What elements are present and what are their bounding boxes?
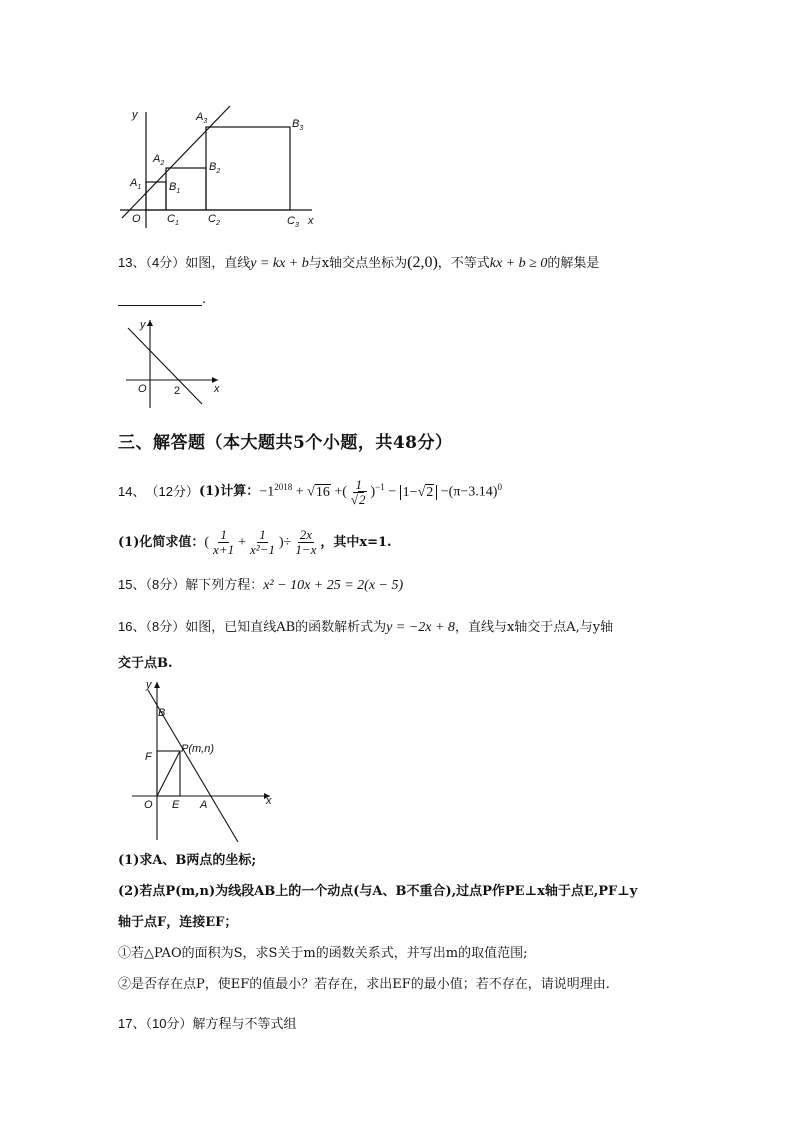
q16-text-2: ，直线与x轴交于点A,与y轴 xyxy=(454,620,614,635)
svg-text:A3 xyxy=(195,111,207,125)
q14-p2-f1-num: 1 xyxy=(220,527,227,542)
q14-p2-frac-1 xyxy=(211,528,236,557)
label-a3-sub: 3 xyxy=(203,118,208,125)
svg-text:B2 xyxy=(209,161,220,175)
question-15 xyxy=(118,575,403,596)
q14-exp-zero: 0 xyxy=(497,482,502,492)
label-a1: A xyxy=(130,177,138,189)
q14-p2-close-div: )÷ xyxy=(278,534,292,550)
question-16-line-1 xyxy=(118,617,613,638)
q14-p2-f2-num: 1 xyxy=(259,527,266,542)
label-b3: B xyxy=(292,118,300,130)
svg-text:B3 xyxy=(292,118,303,132)
q13-text-4: 的解集是 xyxy=(547,256,600,271)
label-o: O xyxy=(132,213,141,225)
q16-label-o: O xyxy=(144,799,153,811)
sqrt-icon: √ xyxy=(307,484,315,500)
q14-sqrt-16: 16 xyxy=(315,484,330,500)
label-b2-sub: 2 xyxy=(216,168,221,175)
q16-subquestion-4: ②是否存在点P，使EF的值最小？若存在，求出EF的最小值；若不存在，请说明理由. xyxy=(118,977,610,992)
question-13 xyxy=(118,253,599,274)
q13-label-x: x xyxy=(214,383,220,395)
q15-score: （8分） xyxy=(145,577,186,592)
q14-abs-part-a: 1− xyxy=(402,484,418,500)
q14-p2-open: ( xyxy=(204,534,210,550)
q13-end-mark: . xyxy=(202,292,207,307)
q13-label-o: O xyxy=(138,383,147,395)
q16-label-p: P(m,n) xyxy=(181,743,214,755)
svg-text:C1 xyxy=(167,213,179,227)
q16-text-3: 交于点B. xyxy=(118,656,173,671)
label-c3: C xyxy=(287,215,295,227)
figure-q16-line-ab xyxy=(128,676,278,846)
q14-abs-value xyxy=(400,485,438,500)
question-14-part-2 xyxy=(118,528,392,557)
label-b1-sub: 1 xyxy=(176,188,181,195)
svg-text:B1 xyxy=(169,181,180,195)
q16-subquestion-2-line-2: 轴于点F，连接EF； xyxy=(118,915,238,930)
label-b3-sub: 3 xyxy=(299,125,304,132)
label-c2-sub: 2 xyxy=(215,220,220,227)
q14-term-a: −1 xyxy=(259,484,275,500)
question-14-part-1 xyxy=(118,477,502,507)
svg-text:C3 xyxy=(287,215,299,229)
q16-subquestion-1: (1)求A、B两点的坐标; xyxy=(118,853,257,868)
q16-segment-ef xyxy=(157,751,180,796)
q14-p2-frac-3 xyxy=(293,528,318,557)
label-a1-sub: 1 xyxy=(137,184,142,191)
q17-number: 17、 xyxy=(118,1016,146,1031)
label-x: x xyxy=(308,215,314,227)
label-b1: B xyxy=(169,181,177,193)
q16-y-arrow xyxy=(154,682,160,688)
q13-score: （4分） xyxy=(145,255,186,270)
q14-p2-expression xyxy=(204,528,320,557)
figure-squares-on-line xyxy=(112,100,332,230)
q13-point: (2,0) xyxy=(407,254,438,271)
q14-close-paren: ) xyxy=(370,484,376,500)
q14-p1-text: 计算： xyxy=(220,483,260,499)
label-c1: C xyxy=(167,213,175,225)
square-1 xyxy=(146,182,166,210)
q14-p2-f3-num: 2x xyxy=(299,527,312,542)
q16-text-1: 如图，已知直线AB的函数解析式为 xyxy=(185,620,387,635)
q14-p2-label: (1) xyxy=(118,534,140,550)
q14-p2-frac-2 xyxy=(248,528,277,557)
q14-p2-f3-den: 1−x xyxy=(295,542,317,557)
q16-number: 16、 xyxy=(118,619,146,634)
q13-y-arrow xyxy=(147,320,153,326)
label-c1-sub: 1 xyxy=(174,220,179,227)
figure-q13-line xyxy=(122,318,226,410)
q16-subquestion-2-line-1: (2)若点P(m,n)为线段AB上的一个动点(与A、B不重合),过点P作PE⊥x轴于点E,PF⊥y xyxy=(118,884,638,899)
q16-label-y: y xyxy=(146,679,152,691)
q14-number: 14、 xyxy=(118,483,146,499)
q13-text-3: ，不等式 xyxy=(437,256,490,271)
q13-answer-blank xyxy=(118,291,202,306)
q14-score: （12分） xyxy=(145,483,199,499)
svg-text:A1 xyxy=(129,177,141,191)
q13-text-2: 与x轴交点坐标为 xyxy=(308,256,408,271)
q14-p2-f2-den: x²−1 xyxy=(250,542,275,557)
section-3-title: 三、解答题（本大题共5个小题，共48分） xyxy=(118,433,453,453)
q16-label-a: A xyxy=(200,799,208,811)
q14-frac-den: 2 xyxy=(359,491,366,507)
q14-p2-f1-den: x+1 xyxy=(213,542,235,557)
q16-label-x: x xyxy=(266,795,272,807)
q16-label-b: B xyxy=(158,707,166,719)
q14-term-a-exp: 2018 xyxy=(274,482,293,492)
q16-label-e: E xyxy=(172,799,180,811)
sqrt-icon: √ xyxy=(350,491,359,507)
q16-subquestion-3: ①若△PAO的面积为S，求S关于m的函数关系式，并写出m的取值范围; xyxy=(118,946,528,961)
q14-plus-1: + xyxy=(295,484,304,500)
label-a2: A xyxy=(153,153,161,165)
label-a2-sub: 2 xyxy=(160,160,165,167)
question-16-line-2 xyxy=(118,654,173,674)
label-y: y xyxy=(132,109,138,121)
q13-label-y: y xyxy=(140,319,146,331)
q14-p1-label: (1) xyxy=(198,483,221,499)
q14-plus-2: +( xyxy=(334,484,347,500)
q13-answer-line xyxy=(118,290,206,310)
label-a3: A xyxy=(196,111,204,123)
q16-equation: y = −2x + 8 xyxy=(386,620,455,635)
q15-equation: x² − 10x + 25 = 2(x − 5) xyxy=(263,578,404,593)
q15-text: 解下列方程： xyxy=(185,578,264,593)
q17-score: （10分） xyxy=(145,1016,193,1031)
svg-text:A2 xyxy=(152,153,164,167)
q13-equation: y = kx + b xyxy=(250,256,309,271)
q15-number: 15、 xyxy=(118,577,146,592)
q14-expression xyxy=(259,477,502,507)
q13-number: 13、 xyxy=(118,255,146,270)
svg-text:C2 xyxy=(208,213,220,227)
q14-minus-pi: −(π−3.14) xyxy=(440,484,498,500)
q14-fraction xyxy=(349,478,369,507)
label-b2: B xyxy=(209,161,217,173)
q14-p2-tail: ，其中x=1. xyxy=(320,534,392,550)
q14-exp-minus-1: −1 xyxy=(375,482,385,492)
q14-p2-plus: + xyxy=(238,534,246,550)
label-c3-sub: 3 xyxy=(294,222,299,229)
q17-text: 解方程与不等式组 xyxy=(192,1017,297,1032)
q14-p2-text: 化简求值： xyxy=(139,534,205,550)
q14-abs-part-b: 2 xyxy=(426,484,434,500)
q14-frac-num: 1 xyxy=(355,476,362,492)
q13-text-1: 如图，直线 xyxy=(185,256,251,271)
q14-minus-1: − xyxy=(388,484,397,500)
q13-label-2: 2 xyxy=(174,385,181,397)
q16-score: （8分） xyxy=(145,619,186,634)
q16-label-f: F xyxy=(145,751,152,763)
q13-inequality: kx + b ≥ 0 xyxy=(489,256,548,271)
question-17 xyxy=(118,1014,296,1035)
label-c2: C xyxy=(208,213,216,225)
sqrt-icon: √ xyxy=(417,484,426,500)
